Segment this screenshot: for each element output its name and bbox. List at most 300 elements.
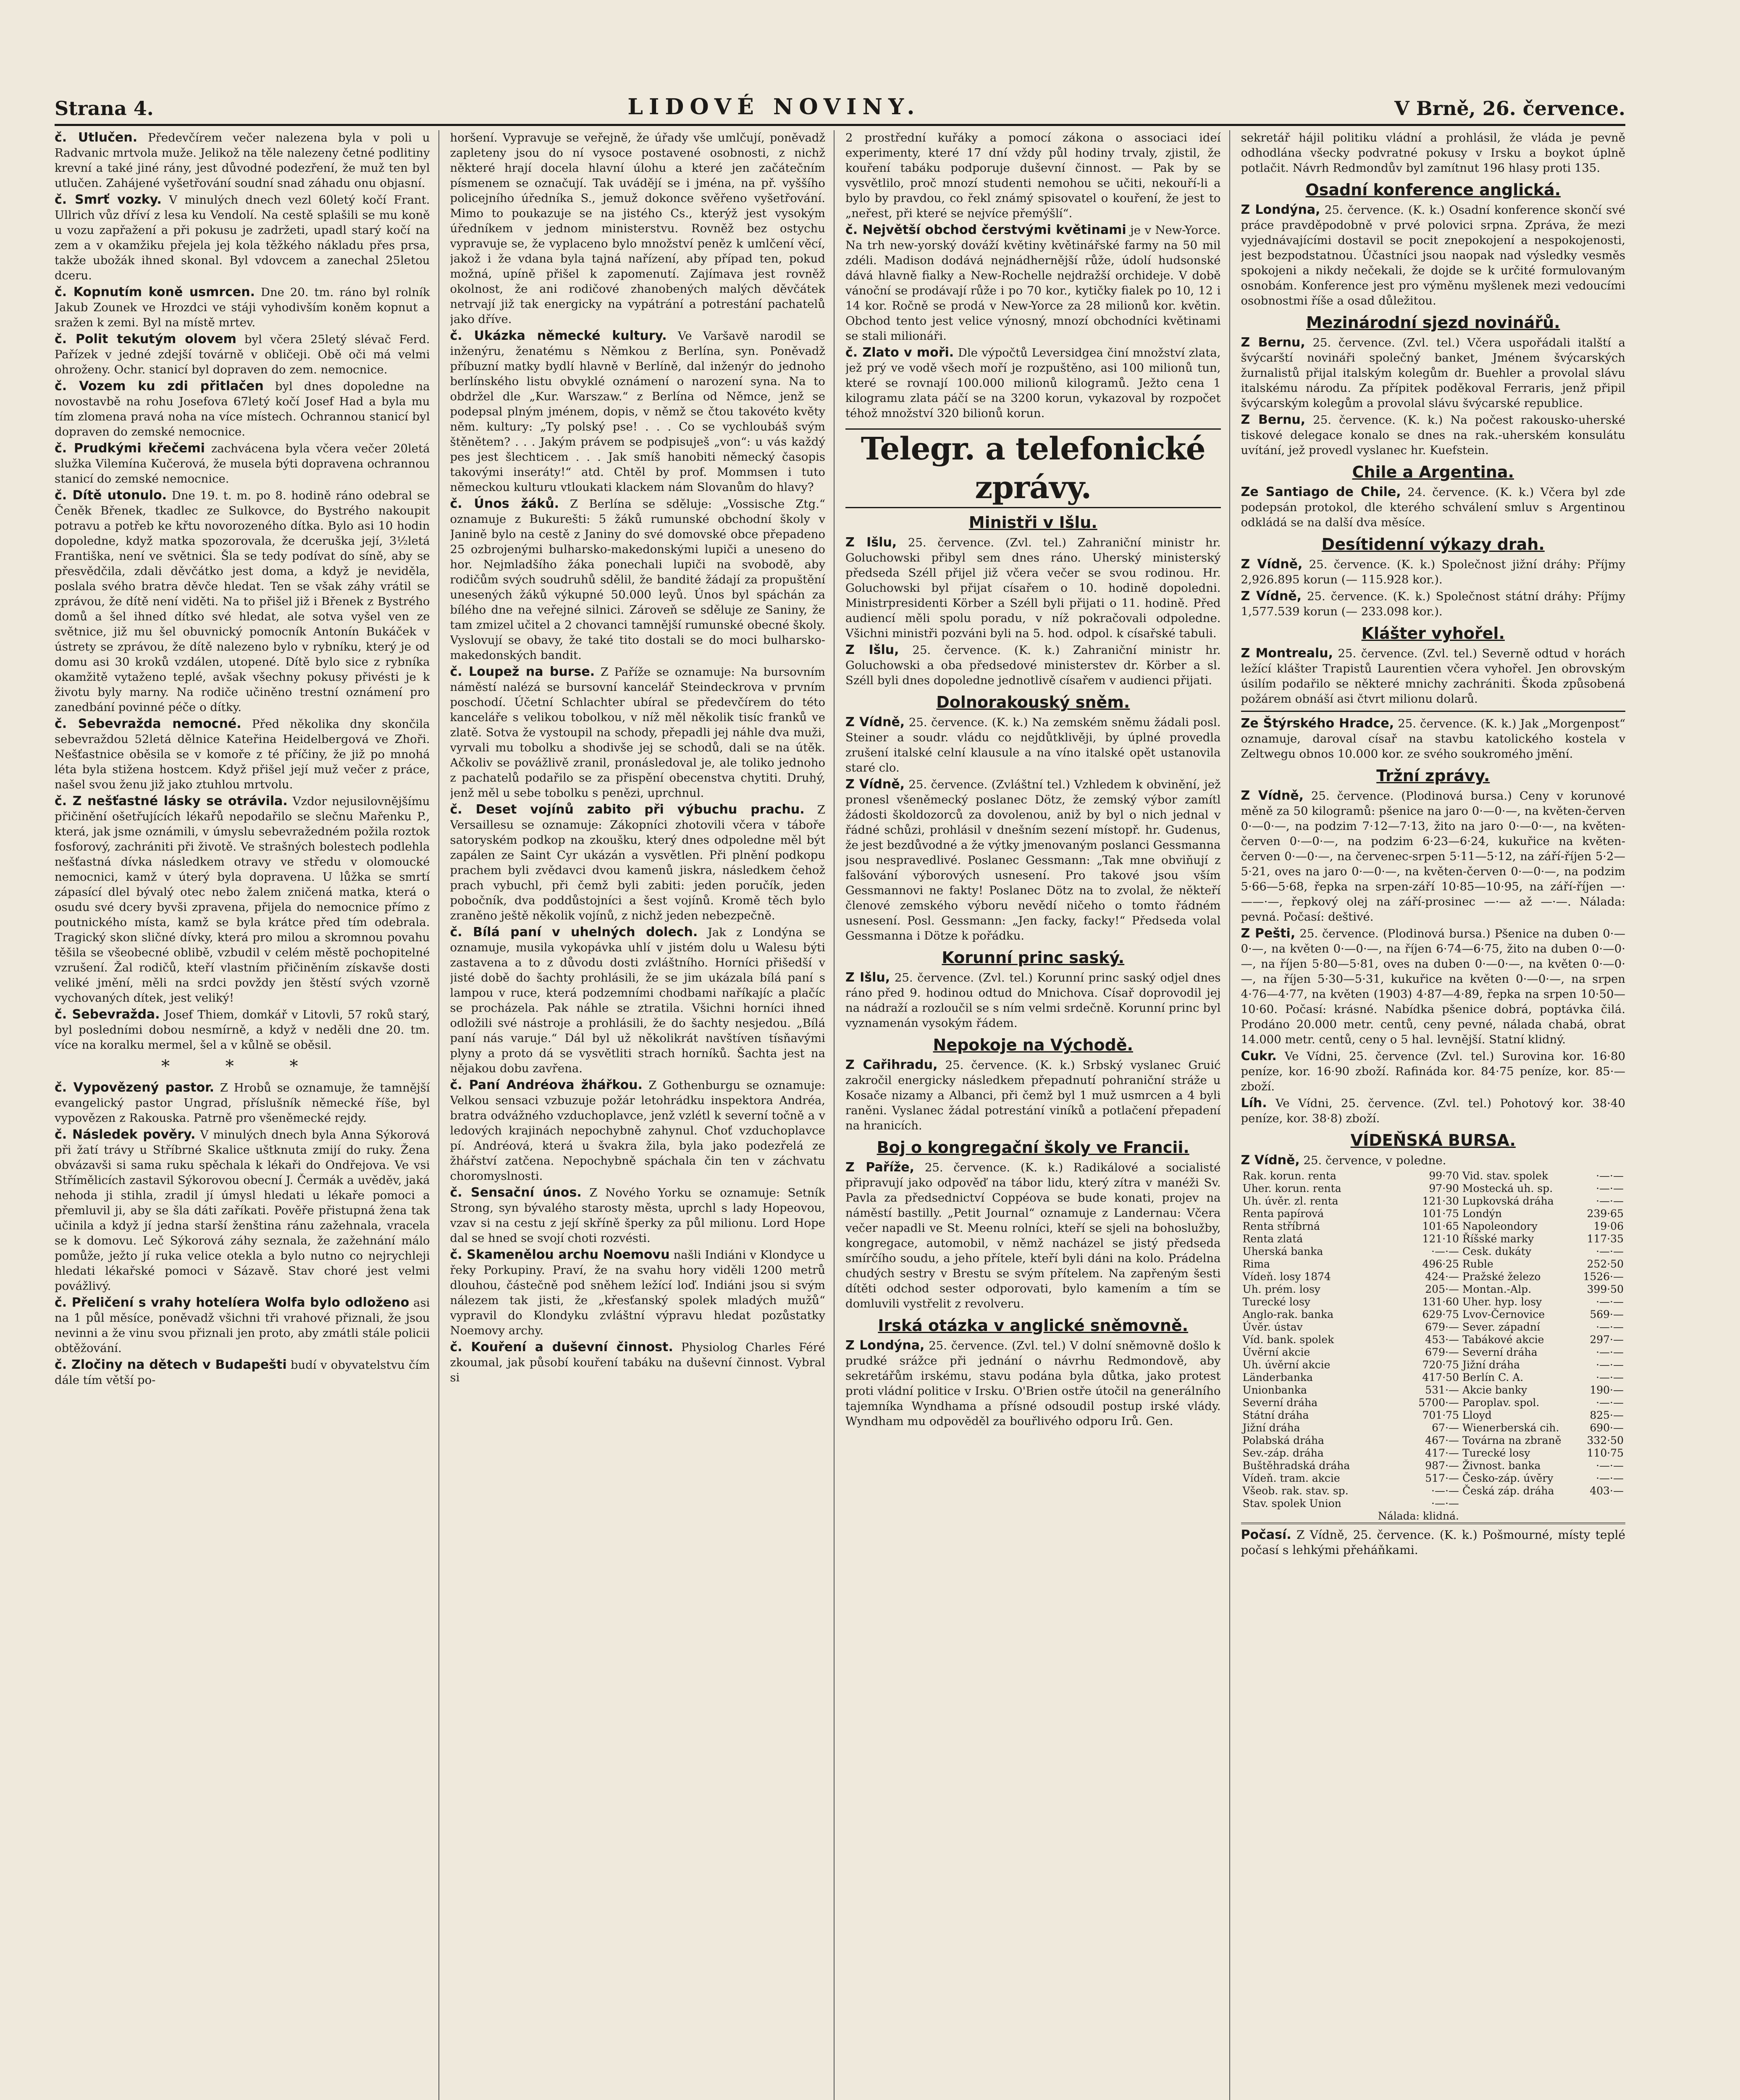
article-text: 25. července. (K. k.) Zahraniční ministr hr. Goluchowski a oba předsedové ministerstev dr. Körber a sl. Széll byli dnes dopoledne jednotlivě císařem v audienci přijati. <box>845 643 1221 687</box>
table-value: 117·35 <box>1587 1233 1624 1245</box>
table-value: 239·65 <box>1587 1208 1624 1220</box>
telegraph-section-title: Telegr. a telefonické zprávy. <box>845 428 1221 508</box>
table-value: 987·— <box>1425 1460 1459 1472</box>
article-paragraph <box>1241 788 1626 924</box>
table-label: Mostecká uh. sp. <box>1462 1182 1553 1194</box>
table-label: Tabákové akcie <box>1462 1334 1544 1346</box>
table-label: Paroplav. spol. <box>1462 1396 1540 1409</box>
article-paragraph <box>55 794 430 1005</box>
article-text: Ve Vídni, 25. července (Zvl. tel.) Surovina kor. 16·80 peníze, kor. 16·90 zboží. Rafináda kor. 84·75 peníze, kor. 85·— zboží. <box>1241 1050 1625 1093</box>
article-paragraph <box>845 130 1221 221</box>
table-label: Renta stříbrná <box>1242 1220 1320 1232</box>
article-text: 25. července. (Plodinová bursa.) Pšenice na duben 0·—0·—, na květen 0·—0·—, na říjen 6·74—6·75, žito na duben 0·—0·—, na říjen 5·80—5·81, oves na duben 0·—0·—, na květen 0·—0·—, na říjen 5·30—5·31, kukuřice na květen 0·—0·—, na srpen 4·76—4·77, na květen (1903) 4·87—4·89, řepka na srpen 10·50—10·60. Počasí: krásné. Nabídka pšenice dobrá, poptávka čilá. Prodáno 20.000 metr. centů, ceny pevné, nálada chabá, obrat 14.000 metr. centů, ceny o 5 hal. levnější. Statní klidný. <box>1241 927 1625 1046</box>
table-label: Severní dráha <box>1462 1346 1538 1358</box>
table-row <box>1241 1371 1626 1384</box>
table-label: Wienerberská cih. <box>1462 1422 1559 1434</box>
section-heading: Tržní zprávy. <box>1376 766 1490 785</box>
section-heading: Irská otázka v anglické sněmovně. <box>878 1316 1189 1335</box>
table-label: Severní dráha <box>1242 1396 1318 1409</box>
table-value: 453·— <box>1425 1334 1459 1346</box>
table-value: 825·— <box>1590 1409 1624 1421</box>
article-paragraph <box>845 777 1221 943</box>
article-headline: č. Paní Andréova žhářkou. <box>450 1078 643 1092</box>
article-text: Jak z Londýna se oznamuje, musila vykopávka uhlí v jistém dolu u Walesu býti zastavena a to z důvodu dosti zvláštního. Horníci přišedší v jisté době do šachty prohlásili, že se jim ukázala bílá paní s lampou v ruce, která podzemními chodbami naříkajíc a plačíc se procházela. Pak náhle se ztratila. Všichni horníci ihned odložili své nástroje a prohlásili, že do šachty nesjedou. „Bílá paní nás varuje.“ Dál byl už několikrát navštíven tísňavými plyny a proto dá se vysvětliti strach horníků. Šachta jest na nějakou dobu zavřena. <box>450 926 825 1075</box>
article-text: horšení. Vypravuje se veřejně, že úřady vše umlčují, poněvadž zapleteny jsou do ní vysoce postavené osobnosti, z nichž některé hrají docela hlavní úlohu a které jen začátečním písmenem se označují. Tak uvádějí se i jména, na př. vyššího policejního úředníka S., jemuž dokonce svěřeno vyšetřování. Mimo to poukazuje se na jistého Cs., kterýž jest vysokým úředníkem v jednom ministerstvu. Rovněž bez ostychu vypravuje se, že vyplaceno bylo množství peněz k umlčení věcí, jakož i že vdana byla tajná nařízení, aby případ ten, pokud možná, upíně přišel k zapomenutí. Zajímava jest rovněž okolnost, že ani rodičové zhanobených malých děvčátek netrvají již tak energicky na vypátrání a potrestání pachatelů jako dříve. <box>450 131 825 326</box>
table-value: 569·— <box>1590 1308 1624 1320</box>
table-row <box>1241 1434 1626 1447</box>
article-paragraph <box>450 130 826 327</box>
table-label: Renta papírová <box>1242 1208 1324 1220</box>
article-text: Physiolog Charles Féré zkoumal, jak působí kouření tabáku na duševní činnost. Vybral si <box>450 1341 825 1384</box>
table-value: 679·— <box>1425 1321 1459 1333</box>
article-headline: Z Išlu, <box>845 535 897 550</box>
article-text: 25. července. (K. k.) Jak „Morgenpost“ oznamuje, daroval císař na stavbu katolického kostela v Zeltwegu obnos 10.000 kor. ze svého soukromého jmění. <box>1241 717 1625 761</box>
article-headline: Z Vídně, <box>1241 788 1304 803</box>
article-paragraph <box>1241 589 1626 619</box>
article-headline: č. Vypovězený pastor. <box>55 1080 215 1095</box>
table-label: Unionbanka <box>1242 1384 1307 1396</box>
article-paragraph <box>55 1357 430 1388</box>
article-headline: Ze Štýrského Hradce, <box>1241 716 1394 731</box>
section-heading: Desítidenní výkazy drah. <box>1321 535 1545 554</box>
table-value: ·—·— <box>1596 1396 1624 1409</box>
column-4 <box>1241 130 1626 2100</box>
article-headline: Líh. <box>1241 1096 1267 1110</box>
article-text: 25. července. (K. k.) Společnost státní dráhy: Příjmy 1,577.539 korun (— 233.098 kor.). <box>1241 590 1625 618</box>
table-value <box>1576 1510 1625 1522</box>
table-label: Jižní dráha <box>1462 1359 1520 1371</box>
table-label: Uher. hyp. losy <box>1462 1296 1542 1308</box>
article-text: Před několika dny skončila sebevraždou 52letá dělnice Kateřina Heidelbergová ve Zhoři. Nešťastnice oběsila se v komoře z té příčiny, že již po mnohá léta byla stižena hostcem. Když přišel její muž večer z práce, našel svou ženu již jako ztuhlou mrtvolu. <box>55 717 430 791</box>
article-paragraph <box>1241 130 1626 176</box>
table-label: Všeob. rak. stav. sp. <box>1242 1485 1349 1497</box>
article-paragraph <box>1241 1153 1626 1168</box>
article-text: Z Vídně, 25. července. (K. k.) Pošmourné, místy teplé počasí s lehkými přeháňkami. <box>1241 1528 1625 1557</box>
article-paragraph <box>845 223 1221 344</box>
article-paragraph <box>55 488 430 715</box>
table-row <box>1241 1170 1626 1182</box>
table-value: Nálada: klidná. <box>1378 1510 1459 1522</box>
article-text: V minulých dnech byla Anna Sýkorová při žatí trávy u Stříbrné Skalice uštknuta zmijí do ruky. Žena obvázavši si sama ruku spěchala k lékaři do Ondřejova. Ve vsi Střímělicích zastavil Sýkorovou obecní J. Čermák a uvěděv, jaká nehoda ji stihla, zradil jí úmysl hledati u lékaře pomoci a přemluvil ji, aby se šla dáti zaříkati. Pověře přistupná žena tak učinila a když jí jedna starší ženština ránu zažehnala, vracela se k domovu. Leč Sýkorová záhy seznala, že zažehnání málo pomůže, ježto jí ruka velice otekla a bylo nutno co nejrychleji hledati lékařské pomoci v Sázavě. Stav choré jest velmi povážlivý. <box>55 1128 430 1293</box>
table-label: Jižní dráha <box>1242 1422 1300 1434</box>
table-value: ·—·— <box>1431 1485 1459 1497</box>
article-text: 25. července. (Zvl. tel.) Zahraniční ministr hr. Goluchowski přibyl sem dnes ráno. Uherský ministerský předseda Széll přijel již včera večer se svou rodinou. Hr. Goluchowski byl přijat císařem o 10. hodině dopoledni. Ministrpresidenti Körber a Széll byli přijati o 11. hodině. Před audiencí měli spolu poradu, v níž pokračovali odpoledne. Všichni ministři pozváni byli na 5. hod. odpol. k císařské tabuli. <box>845 536 1221 640</box>
article-text: je v New-Yorce. Na trh new-yorský dováží květiny květinářské farmy na 50 mil zdéli. Madison dodává nejnádhernější růže, údolí hudsonské dává hlavně fialky a New-Rochelle nejdražší orchideje. V době vánoční se prodávají růže i po 70 kor., kytičky fialek po 10, 12 i 14 kor. Ročně se prodá v New-Yorce za 28 milionů kor. květin. Obchod tento jest velice výnosný, mnozí obchodníci květinami se stali milionáři. <box>845 223 1221 343</box>
article-text: 24. července. (K. k.) Včera byl zde podepsán protokol, dle kterého schválení smluv s Argentinou odkládá se na další dva měsíce. <box>1241 486 1625 529</box>
article-paragraph <box>845 1338 1221 1429</box>
masthead-title: LIDOVÉ NOVINY. <box>627 94 921 120</box>
article-headline: Z Pešti, <box>1241 926 1296 941</box>
table-value: 190·— <box>1590 1384 1624 1396</box>
column-3 <box>845 130 1230 2100</box>
table-label: Turecké losy <box>1242 1296 1310 1308</box>
table-label: Živnost. banka <box>1462 1460 1541 1472</box>
table-label: Turecké losy <box>1462 1447 1530 1459</box>
table-label: Sever. západní <box>1462 1321 1540 1333</box>
table-value: 517·— <box>1425 1472 1459 1484</box>
article-paragraph <box>450 1247 826 1338</box>
table-row <box>1241 1321 1626 1334</box>
table-row <box>1241 1422 1626 1434</box>
section-heading: Mezinárodní sjezd novinářů. <box>1306 313 1560 332</box>
section-heading: Boj o kongregační školy ve Francii. <box>877 1138 1189 1157</box>
table-value: 121·10 <box>1422 1233 1459 1245</box>
table-label: Úvěr. ústav <box>1242 1321 1303 1333</box>
article-paragraph <box>1241 335 1626 411</box>
article-text: zachvácena byla včera večer 20letá služka Vilemína Kučerová, že musela býti dopravena ochrannou stanicí do zemské nemocnice. <box>55 442 430 486</box>
article-headline: Z Vídně, <box>845 715 905 730</box>
article-headline: č. Zločiny na dětech v Budapešti <box>55 1357 287 1372</box>
article-text: Ve Varšavě narodil se inženýru, ženatému s Němkou z Berlína, syn. Poněvadž příbuzní matky bydlí hlavně v Berlíně, dal inženýr do jednoho berlínského listu obvyklé oznámení o narození syna. Na to obdržel dle „Kur. Warszaw.“ z Berlína od Němce, jenž se podepsal plným jménem, dopis, v němž se čtou takovéto květy něm. kultury: „Ty polský pse! . . . Co se vychloubáš svým štěnětem? . . . Jakým právem se podpisuješ „von“: u vás každý pes jest šlechticem . . . Jak smíš hanobiti německý časopis takovými inseráty!“ atd. Chtěl by prof. Mommsen i tuto německou kulturu vtloukati klackem nám Slovanům do hlavy? <box>450 329 826 494</box>
table-value: 332·50 <box>1587 1434 1624 1446</box>
article-text: sekretář hájil politiku vládní a prohlásil, že vláda je pevně odhodlána všecky podvratné pokusy v Irsku a boykot úplně potlačit. Návrh Redmondův byl zamítnut 196 hlasy proti 135. <box>1241 131 1625 175</box>
article-headline: Z Londýna, <box>845 1338 925 1353</box>
table-row <box>1241 1270 1626 1283</box>
article-headline: č. Vozem ku zdi přitlačen <box>55 379 264 394</box>
table-row <box>1241 1359 1626 1371</box>
article-paragraph <box>55 130 430 191</box>
table-label: Sev.-záp. dráha <box>1242 1447 1324 1459</box>
article-headline: č. Ukázka německé kultury. <box>450 328 667 343</box>
table-value: ·—·— <box>1596 1170 1624 1182</box>
table-label: Pražské železo <box>1462 1270 1541 1283</box>
table-label: Akcie banky <box>1462 1384 1527 1396</box>
page-header <box>55 86 1625 126</box>
section-heading: Ministři v Išlu. <box>968 513 1097 532</box>
columns <box>55 130 1625 2100</box>
section-separator: * * * <box>161 1057 323 1076</box>
table-value: 99·70 <box>1429 1170 1459 1182</box>
article-text: asi na 1 půl měsíce, poněvadž všichni tři vrahové přiznali, že jsou nevinni a že vinu svou přiznali jen proto, aby zmátli stále policii obtěžování. <box>55 1296 430 1355</box>
table-label: Česko-záp. úvěry <box>1462 1472 1554 1484</box>
table-label: Ruble <box>1462 1258 1493 1270</box>
article-headline: č. Polit tekutým olovem <box>55 332 236 346</box>
table-row <box>1241 1485 1626 1497</box>
article-paragraph <box>55 1295 430 1356</box>
table-row <box>1241 1245 1626 1258</box>
article-paragraph <box>55 717 430 792</box>
table-label <box>1461 1510 1576 1522</box>
table-label <box>1461 1497 1576 1510</box>
article-headline: Z Bernu, <box>1241 412 1306 427</box>
table-row <box>1241 1296 1626 1308</box>
article-text: 25. července. (Plodinová bursa.) Ceny v korunové měně za 50 kilogramů: pšenice na jaro 0·—0·—, na květen-červen 0·—0·—, na podzim 7·12—7·13, žito na jaro 0·—0·—, na květen-červen 0·—0·—, na podzim 6·23—6·24, kukuřice na květen-červen 0·—0·—, na červenec-srpen 5·11—5·12, na září-říjen 5·2—5·21, oves na jaro 0·—0·—, na květen-červen 0·—0·—, na podzim 5·66—5·68, řepka na srpen-září 10·85—10·95, na září-říjen —·——·—, řepkový olej na září-prosinec —·— až —·—. Nálada: pevná. Počasí: deštivé. <box>1241 789 1625 924</box>
table-value: ·—·— <box>1596 1296 1624 1308</box>
table-value: 19·06 <box>1593 1220 1624 1232</box>
bourse-table <box>1241 1170 1626 1522</box>
table-label: Buštěhradská dráha <box>1242 1460 1350 1472</box>
table-row <box>1241 1396 1626 1409</box>
article-paragraph <box>1241 485 1626 530</box>
article-headline: Z Cařihradu, <box>845 1058 938 1072</box>
table-value: 101·65 <box>1422 1220 1459 1232</box>
table-value: ·—·— <box>1596 1371 1624 1383</box>
article-paragraph <box>55 1127 430 1294</box>
article-text: Z Gothenburgu se oznamuje: Velkou sensaci vzbuzuje požár letohrádku inspektora Andréa, bratra odvážného vzduchoplavce, jenž vzlétl k severní točně a v ledových krajinách nepochybně zahynul. Choť vzduchoplavce pí. Andréová, která u švakra žila, byla jako podezřelá ze žhářství zatčena. Nepochybně spáchala čin ten v záchvatu choromyslnosti. <box>450 1079 825 1183</box>
table-label: Montan.-Alp. <box>1462 1283 1532 1295</box>
article-headline: Z Bernu, <box>1241 335 1305 350</box>
table-label: Länderbanka <box>1242 1371 1313 1383</box>
table-value: ·—·— <box>1596 1359 1624 1371</box>
table-row <box>1241 1510 1626 1522</box>
section-heading: Osadní konference anglická. <box>1305 181 1561 199</box>
article-headline: Z Vídně, <box>1241 1153 1300 1168</box>
article-headline: č. Smrť vozky. <box>55 192 162 207</box>
article-paragraph <box>1241 646 1626 706</box>
table-value: 67·— <box>1432 1422 1459 1434</box>
section-heading: Chile a Argentina. <box>1352 463 1514 481</box>
article-paragraph <box>450 1185 826 1246</box>
article-paragraph <box>55 332 430 377</box>
article-headline: č. Největší obchod čerstvými květinami <box>845 223 1126 237</box>
article-headline: č. Z nešťastné lásky se otrávila. <box>55 794 288 808</box>
article-paragraph <box>1241 716 1626 761</box>
table-label: Lloyd <box>1462 1409 1492 1421</box>
article-text: Dle výpočtů Leversidgea činí množství zlata, jež prý ve vodě všech moří je rozpuštěno, asi 100 milionů tun, které se rovnají 100.000 milionů kilogramů. Ježto cena 1 kilogramu zlata páčí se na 3200 korun, vykazoval by rozpočet téhož množství 320 bilionů korun. <box>845 346 1221 420</box>
article-paragraph <box>450 328 826 495</box>
article-text: 25. července, v poledne. <box>1303 1154 1446 1167</box>
table-label: Renta zlatá <box>1242 1233 1303 1245</box>
article-headline: č. Sensační únos. <box>450 1185 582 1200</box>
table-value: 679·— <box>1425 1346 1459 1358</box>
article-headline: Cukr. <box>1241 1049 1277 1063</box>
article-headline: Z Londýna, <box>1241 202 1320 217</box>
article-text: Dne 19. t. m. po 8. hodině ráno odebral se Čeněk Břenek, tkadlec ze Sulkovce, do Bystrého nakoupit potravu a potřeb ke křtu novorozeného dítka. Bylo asi 10 hodin dopoledne, když matka spozorovala, že dceruška její, 3½letá Františka, není ve světnici. Šla se tedy podívat do síně, aby se přesvědčila, zdali děvčátko jest doma, a když je neviděla, poslala svého bratra děvče hledat. Ten se však záhy vrátil se zprávou, že dítě není viděti. Na to přišel již i Břenek z Bystrého domů a šel ihned dítko své hledat, ale sotva vyšel ven ze světnice, již mu šel obuvnický pomocník Antonín Bukáček v ústrety se zprávou, že dítě nalezeno bylo v rybníku, který je od domu asi 30 kroků vzdálen, utopené. Dítě bylo sice z rybníka okamžitě vytaženo teplé, avšak všechny pokusy přivésti je k životu byly marny. Na rodiče učiněno trestní oznámení pro zanedbání povinné péče o dítky. <box>55 489 430 714</box>
article-headline: č. Skamenělou archu Noemovu <box>450 1247 670 1262</box>
article-headline: č. Následek pověry. <box>55 1127 196 1142</box>
article-headline: č. Zlato v moři. <box>845 345 954 360</box>
article-headline: Z Montrealu, <box>1241 646 1333 661</box>
section-heading: VÍDEŇSKÁ BURSA. <box>1350 1131 1516 1150</box>
article-paragraph <box>55 379 430 439</box>
table-label: Uher. korun. renta <box>1242 1182 1341 1194</box>
article-headline: č. Dítě utonulo. <box>55 488 167 503</box>
table-row <box>1241 1283 1626 1296</box>
article-text: 25. července. (K. k.) Na počest rakousko-uherské tiskové delegace konalo se dnes na rak.-uherském konsulátu uvítání, jež provedl vyslanec hr. Kuefstein. <box>1241 413 1625 457</box>
column-2 <box>450 130 835 2100</box>
table-value: 417·50 <box>1422 1371 1459 1383</box>
article-headline: č. Prudkými křečemi <box>55 441 205 456</box>
article-headline: č. Utlučen. <box>55 130 138 145</box>
table-row <box>1241 1182 1626 1195</box>
table-value: 110·75 <box>1587 1447 1624 1459</box>
article-paragraph <box>845 970 1221 1031</box>
section-heading: Dolnorakouský sněm. <box>936 693 1130 711</box>
article-paragraph <box>1241 1049 1626 1094</box>
table-value: 496·25 <box>1422 1258 1459 1270</box>
article-text: byl včera 25letý slévač Ferd. Pařízek v jedné zdejší továrně v obličeji. Obě oči má velmi ohroženy. Ochr. stanicí byl dopraven do zem. nemocnice. <box>55 333 430 376</box>
table-label: Uherská banka <box>1242 1245 1323 1257</box>
table-value: 1526·— <box>1583 1270 1624 1283</box>
article-text: 25. července. (K. k.) Na zemském sněmu žádali posl. Steiner a soudr. vládu co nejdůtklivěji, by úplné provedla zrušení italské celní klausule a na víno italské opět ustanovila staré clo. <box>845 716 1221 774</box>
article-paragraph <box>845 643 1221 688</box>
column-1 <box>55 130 439 2100</box>
table-label: Vid. stav. spolek <box>1462 1170 1548 1182</box>
article-paragraph <box>1241 202 1626 308</box>
table-value: 403·— <box>1590 1485 1624 1497</box>
article-paragraph <box>55 1007 430 1053</box>
table-value: 629·75 <box>1422 1308 1459 1320</box>
table-value: ·—·— <box>1596 1472 1624 1484</box>
article-text: 25. července. (Zvláštní tel.) Vzhledem k obvinění, jež pronesl všeněmecký poslanec Dötz, že zemský výbor zamítl žádosti školdozorců za dovolenou, aniž by byl o nich jednal v řádné schůzi, prohlásil v dnešním sezení místopř. hr. Gudenus, že jest bezdůvodné a že výtky jmenovaným poslanci Gessmanna jsou nespravedlivé. Poslanec Gessmann: „Tak mne obviňují z falšování výborových usnesení. Pro takové jsou vším Gessmannovi ne fakty! Poslanec Dötz na to zvolal, že někteří členové zemského výboru nevědí ničeho o tomto řádném usnesení. Posl. Gessmann: „Jen facky, facky!“ Předseda volal Gessmanna i Dötze k pořádku. <box>845 778 1221 942</box>
table-row <box>1241 1472 1626 1485</box>
table-label: Státní dráha <box>1242 1409 1309 1421</box>
article-paragraph <box>450 925 826 1076</box>
article-text: Vzdor nejusilovnějšímu přičinění ošetřujících lékařů nepodařilo se slečnu Mařenku P., která, jak jsme oznámili, v úmyslu sebevražedném požila roztok fosforový, zachrániti při životě. Ve strašných bolestech podlehla nešťastná dívka následkem otravy ve středu v olomoucké nemocnici, kamž v úterý byla dopravena. U lůžka se smrtí zápasící dlel bývalý otec nebo žalem zničená matka, která o osudu své dcery byvši zpravena, přijela do nemocnice přímo z poutnického místa, kamž se byla krátce před tím odebrala. Tragický skon sličné dívky, která pro milou a skromnou povahu těšila se všeobecné oblibě, vzbudil v celém městě pochopitelné vzrušení. Žal rodičů, kteří vlastním přičiněním získavše dosti veliké jmění, měli na srdci povždy jen štěstí svých vzorně vychovaných dítek, jest veliký! <box>55 795 430 1005</box>
article-headline: č. Přeličení s vrahy hotelíera Wolfa bylo odloženo <box>55 1295 409 1310</box>
table-label: Říšské marky <box>1462 1233 1534 1245</box>
article-headline: Počasí. <box>1241 1528 1291 1542</box>
article-text: V minulých dnech vezl 60letý kočí Frant. Ullrich vůz dříví z lesa ku Vendolí. Na cestě splašili se mu koně u vozu zapřažení a při pokusu je zadržeti, upadl starý kočí na zem a v okamžiku přejela jej kola těžkého nákladu přes prsa, takže ubožák ihned skonal. Byl vdovcem a zanechal 25letou dceru. <box>55 193 430 282</box>
table-value: 121·30 <box>1422 1195 1459 1207</box>
article-text: 25. července. (Zvl. tel.) Včera uspořádali italští a švýcarští novináři společný banket, Jménem švýcarských žurnalistů přijal italským kolegům dr. Buehler a provolal slávu italskému národu. Za přípitek poděkoval Ferraris, jenž připil švýcarským kolegům a provolal slávu švýcarské republice. <box>1241 336 1625 410</box>
article-paragraph <box>845 1058 1221 1133</box>
table-value: 205·— <box>1425 1283 1459 1295</box>
table-value: 424·— <box>1425 1270 1459 1283</box>
table-label: Vídeň. tram. akcie <box>1242 1472 1340 1484</box>
article-text: 25. července. (Zvl. tel.) Severně odtud v horách ležící klášter Trapistů Laurentien včera vyhořel. Jen obrovským úsilím podařilo se některé mnichy zachrániti. Škoda způsobená požárem obnáší asi čtvrt milionu dolarů. <box>1241 647 1625 706</box>
article-text: Josef Thiem, domkář v Litovli, 57 roků starý, byl posledními dobou nesmírně, a když v neděli dne 20. tm. více na koralku mermel, šel a v kůlně se oběsil. <box>55 1008 430 1052</box>
table-value: ·—·— <box>1596 1321 1624 1333</box>
table-label: Víd. bank. spolek <box>1242 1334 1334 1346</box>
article-text: 25. července. (K. k.) Společnost jižní dráhy: Příjmy 2,926.895 korun (— 115.928 kor.). <box>1241 558 1625 586</box>
article-headline: Z Vídně, <box>1241 589 1302 604</box>
article-paragraph <box>450 496 826 663</box>
page-number: Strana 4. <box>55 97 154 120</box>
article-paragraph <box>1241 557 1626 587</box>
table-value: 399·50 <box>1587 1283 1624 1295</box>
table-row <box>1241 1308 1626 1321</box>
table-value: ·—·— <box>1596 1460 1624 1472</box>
table-value: ·—·— <box>1431 1497 1459 1509</box>
table-row <box>1241 1258 1626 1270</box>
section-heading: Nepokoje na Východě. <box>933 1036 1133 1054</box>
table-label: Stav. spolek Union <box>1242 1497 1341 1509</box>
table-value: ·—·— <box>1596 1245 1624 1257</box>
table-row <box>1241 1460 1626 1472</box>
issue-date: V Brně, 26. července. <box>1394 97 1625 120</box>
article-paragraph <box>450 1340 826 1385</box>
table-row <box>1241 1409 1626 1422</box>
table-row <box>1241 1346 1626 1359</box>
table-value: ·—·— <box>1431 1245 1459 1257</box>
article-text: 25. července. (Zvl. tel.) V dolní sněmovně došlo k prudké srážce při jednání o návrhu Redmondově, aby sekretářům irskému, stavu podána byla důtka, jako protest proti vládní politice v Irsku. O'Brien ostře útočil na generálního tajemníka Wyndhama a přísné odsoudil postup irské vlády. Wyndham mu odpověděl za bouřlivého odporu Irů. Gen. <box>845 1339 1221 1428</box>
article-text: Z Versaillesu se oznamuje: Zákopníci zhotovili včera v táboře satoryském podkop na zkoušku, který dnes odpoledne měl být zapálen ze Saint Cyr ukázán a vysvětlen. Při plnění podkopu prachem byli zvědavci dvou kamenů jiskra, následkem čehož prach vybuchl, při čemž byli zabiti: jeden poručík, jeden pobočník, dva poddůstojníci a šest vojínů. Kromě těch bylo zraněno ještě několik vojínů, z nichž jeden nebezpečně. <box>450 803 825 922</box>
article-paragraph <box>845 715 1221 775</box>
weather-note <box>1241 1522 1626 1558</box>
table-label: Rima <box>1242 1258 1270 1270</box>
article-headline: č. Sebevražda. <box>55 1007 160 1022</box>
article-text: Dne 20. tm. ráno byl rolník Jakub Zounek ve Hrozdci ve stáji vyhodivším koněm kopnut a sražen k zemi. Byl na místě mrtev. <box>55 286 430 329</box>
article-paragraph <box>450 1078 826 1184</box>
article-text: 25. července. (Zvl. tel.) Korunní princ saský odjel dnes ráno před 9. hodinou odtud do Mnichova. Císař doprovodil jej na nádraží a rozloučil se s ním velmi srdečně. Korunní princ byl vyznamenán vysokým řádem. <box>845 971 1221 1030</box>
table-row <box>1241 1220 1626 1233</box>
table-value: 701·75 <box>1422 1409 1459 1421</box>
article-headline: Z Išlu, <box>845 643 899 657</box>
table-row <box>1241 1447 1626 1460</box>
article-text: 25. července. (K. k.) Radikálové a socialisté připravují jako odpověď na tábor lidu, který zítra v manéži Sv. Pavla za předsednictví Coppéova se bude konati, projev na náměstí bastilly. „Petit Journal“ oznamuje z Landernau: Včera večer napadli ve St. Meenu rolníci, kteří se sjeli na bohoslužby, kongregace, automobil, v němž nacházel se jistý předseda smírčího soudu, a jeho přítele, kteří byli dáni na kolo. Prádelna chudých sestry v Brestu se svým přítelem. Na zapřeným šesti dítěti odchod sester odporovati, bylo kamením a tím se domluvili vystřelit z revolveru. <box>845 1161 1221 1310</box>
table-label: Rak. korun. renta <box>1242 1170 1336 1182</box>
article-text: Z Hrobů se oznamuje, že tamnější evangelický pastor Ungrad, příslušník německé říše, byl vypovězen z Rakouska. Patrně pro všeněmecké rejdy. <box>55 1081 430 1125</box>
article-text: Z Berlína se sděluje: „Vossische Ztg.“ oznamuje z Bukurešti: 5 žáků rumunské obchodní školy v Janině bylo na cestě z Janiny do své domovské obce přepadeno 25 ozbrojenými bulharsko-makedonskými lupiči a uneseno do hor. Nejmladšího žáka ponechali lupiči na svobodě, aby rodičům svých soudruhů sdělil, že bandité žádají za propuštění unesených žáků výkupné 50.000 leyů. Únos byl spáchán za bílého dne na veřejné silnici. Zároveň se sděluje ze Saniny, že tam zmizel učitel a 2 chovanci tamnější rumunské obecné školy. Vyslovují se obavy, že také tito dostali se do moci bulharsko-makedonských bandit. <box>450 497 825 662</box>
table-value <box>1576 1497 1625 1510</box>
article-text: 2 prostřední kuřáky a pomocí zákona o associaci ideí experimenty, které 17 dní vždy půl hodiny trvaly, zjistil, že kouření tabáku podporuje duševní činnost. — Pak by se vysvětlilo, proč mnozí studenti nemohou se učiti, nekouří-li a bylo by pravdou, co řekl známý spisovatel o kouření, že jest to „neřest, při které se nejvíce přemýšlí“. <box>845 131 1221 220</box>
article-headline: č. Únos žáků. <box>450 496 559 511</box>
article-headline: č. Kopnutím koně usmrcen. <box>55 285 255 299</box>
article-paragraph <box>845 535 1221 641</box>
table-value: 297·— <box>1590 1334 1624 1346</box>
table-label: Uh. úvěr. zl. renta <box>1242 1195 1338 1207</box>
article-paragraph <box>55 192 430 283</box>
table-label: Uh. prém. losy <box>1242 1283 1320 1295</box>
table-value: ·—·— <box>1596 1195 1624 1207</box>
article-text: Z Nového Yorku se oznamuje: Setník Strong, syn bývalého starosty města, uprchl s lady Hopeovou, vzav si na cestu z její skříně šperky za půl milionu. Lord Hope dal se hned se svojí choti rozvésti. <box>450 1186 825 1245</box>
article-text: byl dnes dopoledne na novostavbě na rohu Josefova 67letý kočí Josef Had a byla mu tím zlomena pravá noha na více místech. Ochrannou stanicí byl dopraven do zemské nemocnice. <box>55 380 430 438</box>
article-text: budí v obyvatelstvu čím dále tím větší po- <box>55 1358 430 1387</box>
table-label: Továrna na zbraně <box>1462 1434 1562 1446</box>
article-text: Předevčírem večer nalezena byla v poli u Radvanic mrtvola muže. Jelikož na těle nalezeny četné podlitiny krevní a také jiné rány, jest důvodné podezření, že muž ten byl utlučen. Zahájené vyšetřování soudní snad záhadu onu objasní. <box>55 131 430 190</box>
divider-rule <box>1241 711 1626 712</box>
table-value: 101·75 <box>1422 1208 1459 1220</box>
table-row <box>1241 1497 1626 1510</box>
table-label: Úvěrní akcie <box>1242 1346 1310 1358</box>
article-headline: Z Vídně, <box>845 777 905 792</box>
article-paragraph <box>1241 412 1626 458</box>
article-paragraph <box>55 285 430 330</box>
table-label <box>1241 1510 1366 1522</box>
article-text: Z Paříže se oznamuje: Na bursovním náměstí nalézá se bursovní kancelář Steindeckrova v prvním poschodí. Účetní Schlachter ubíral se předevčírem do této kanceláře s velikou tobolkou, v níž měl několik tisíc franků ve zlatě. Sotva že vystoupil na schody, přepadli jej náhle dva muži, vyrvali mu tobolku a shodivše jej se schodů, dali se na útěk. Ačkoliv se povážlivě zranil, pronásledoval je, ale toliko jednoho z pachatelů podařilo se za přispění obecenstva chytiti. Druhý, jenž měl u sebe tobolku s penězi, uprchnul. <box>450 665 825 800</box>
article-paragraph <box>450 664 826 801</box>
table-label: Uh. úvěrní akcie <box>1242 1359 1331 1371</box>
article-text: našli Indiáni v Klondyce u řeky Porkupiny. Praví, že na svahu hory viděli 1200 metrů dlouhou, částečně pod sněhem ležící loď. Indiáni jsou si svým nálezem tak jisti, že „křesťanský spolek mladých mužů“ vypravil do Klondyku zvláštní výpravu hledat pozůstatky Noemovy archy. <box>450 1248 825 1337</box>
article-paragraph <box>845 345 1221 421</box>
article-paragraph <box>1241 926 1626 1047</box>
article-text: 25. července. (K. k.) Srbský vyslanec Gruić zakročil energicky následkem přepadnutí pohraniční stráže u Kosače nizamy a Albanci, při čemž byl 1 muž usmrcen a 4 byli raněni. Vyslanec žádal potrestání viníků a potlačení přepadení na hranicích. <box>845 1058 1221 1132</box>
table-value: 417·— <box>1425 1447 1459 1459</box>
article-headline: č. Loupež na burse. <box>450 664 595 679</box>
table-label: Lvov-Černovice <box>1462 1308 1545 1320</box>
article-headline: Ze Santiago de Chile, <box>1241 485 1401 499</box>
table-label: Cesk. dukáty <box>1462 1245 1532 1257</box>
article-paragraph <box>1241 1096 1626 1126</box>
table-label: Vídeň. losy 1874 <box>1242 1270 1331 1283</box>
table-value: 131·60 <box>1422 1296 1459 1308</box>
table-value: 720·75 <box>1422 1359 1459 1371</box>
table-row <box>1241 1195 1626 1208</box>
article-paragraph <box>450 802 826 923</box>
section-heading: Klášter vyhořel. <box>1361 624 1505 643</box>
article-text: Ve Vídni, 25. července. (Zvl. tel.) Pohotový kor. 38·40 peníze, kor. 38·8) zboží. <box>1241 1097 1625 1125</box>
article-headline: Z Paříže, <box>845 1160 914 1175</box>
table-label: Anglo-rak. banka <box>1242 1308 1334 1320</box>
section-heading: Korunní princ saský. <box>942 948 1125 967</box>
table-row <box>1241 1208 1626 1220</box>
table-value: 97·90 <box>1429 1182 1459 1194</box>
table-label: Napoleondory <box>1462 1220 1538 1232</box>
table-label: Polabská dráha <box>1242 1434 1324 1446</box>
article-text: 25. července. (K. k.) Osadní konference skončí své práce pravděpodobně v prvé polovici srpna. Zpráva, že mezi vyjednávajícími dostavil se pocit znepokojení a nespokojenosti, jest bezpodstatnou. Účastníci jsou naopak nad výsledky vesměs spokojeni a nikdy nečekali, že dojde se k určité formulovaným osnobám. Konference jest pro výměnu myšlenek mezi vedoucími osobnostmi říše a osad důležitou. <box>1241 203 1625 307</box>
article-paragraph <box>55 441 430 486</box>
article-headline: Z Vídně, <box>1241 557 1303 572</box>
table-label: Berlín C. A. <box>1462 1371 1524 1383</box>
table-value: ·—·— <box>1596 1182 1624 1194</box>
table-label: Londýn <box>1462 1208 1502 1220</box>
table-value: ·—·— <box>1596 1346 1624 1358</box>
table-row <box>1241 1233 1626 1245</box>
table-value: 5700·— <box>1418 1396 1459 1409</box>
article-headline: č. Sebevražda nemocné. <box>55 717 241 731</box>
table-label: Česká záp. dráha <box>1462 1485 1554 1497</box>
